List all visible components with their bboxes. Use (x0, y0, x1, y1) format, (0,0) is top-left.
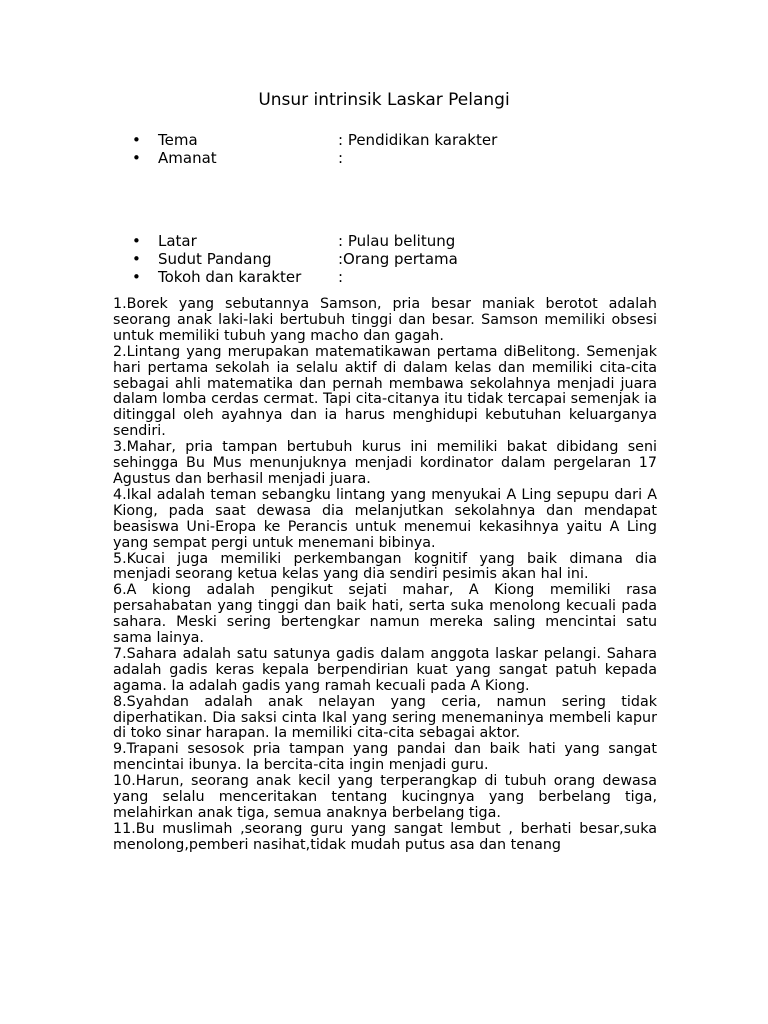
list-item-sudut-pandang (132, 250, 652, 268)
item-value: : (338, 149, 344, 167)
item-label: Amanat (158, 149, 217, 167)
character-paragraph-borek: 1.Borek yang sebutannya Samson, pria besar maniak berotot adalah seorang anak laki-laki bertubuh tinggi dan besar. Samson memiliki obsesi untuk memiliki tubuh yang macho dan gagah. (113, 296, 657, 344)
character-paragraph-harun: 10.Harun, seorang anak kecil yang terperangkap di tubuh orang dewasa yang selalu menceritakan tentang kucingnya yang berbelang tiga, melahirkan anak tiga, semua anaknya berbelang tiga. (113, 773, 657, 821)
intrinsic-elements-list-bottom (132, 232, 652, 286)
list-item-tokoh-dan-karakter (132, 268, 652, 286)
list-item-amanat (132, 149, 652, 167)
character-paragraph-mahar: 3.Mahar, pria tampan bertubuh kurus ini memiliki bakat dibidang seni sehingga Bu Mus menunjuknya menjadi kordinator dalam pergelaran 17 Agustus dan berhasil menjadi juara. (113, 439, 657, 487)
item-label: Sudut Pandang (158, 250, 272, 268)
document-title: Unsur intrinsik Laskar Pelangi (258, 90, 510, 110)
character-paragraph-trapani: 9.Trapani sesosok pria tampan yang pandai dan baik hati yang sangat mencintai ibunya. Ia bercita-cita ingin menjadi guru. (113, 741, 657, 774)
bullet-icon: • (132, 250, 141, 268)
bullet-icon: • (132, 268, 141, 286)
character-paragraph-kucai: 5.Kucai juga memiliki perkembangan kognitif yang baik dimana dia menjadi seorang ketua kelas yang dia sendiri pesimis akan hal ini. (113, 550, 657, 583)
bullet-icon: • (132, 232, 141, 250)
character-paragraph-sahara: 7.Sahara adalah satu satunya gadis dalam anggota laskar pelangi. Sahara adalah gadis keras kepala berpendirian kuat yang sangat patuh kepada agama. Ia adalah gadis yang ramah kecuali pada A Kiong. (113, 645, 657, 694)
bullet-icon: • (132, 149, 141, 167)
character-descriptions (113, 297, 657, 854)
item-value: : (338, 268, 344, 286)
list-item-latar (132, 232, 652, 250)
item-value: : Pulau belitung (338, 232, 456, 250)
item-label: Latar (158, 232, 197, 250)
character-paragraph-syahdan: 8.Syahdan adalah anak nelayan yang ceria, namun sering tidak diperhatikan. Dia saksi cinta Ikal yang sering menemaninya membeli kapur di toko sinar harapan. Ia memiliki cita-cita sebagai aktor. (113, 693, 657, 742)
item-value: : Pendidikan karakter (338, 131, 498, 149)
item-label: Tema (158, 131, 198, 149)
character-paragraph-lintang: 2.Lintang yang merupakan matematikawan pertama diBelitong. Semenjak hari pertama sekolah ia selalu aktif di dalam kelas dan memiliki cita-cita sebagai ahli matematika dan pernah membawa sekolahnya menjadi juara dalam lomba cerdas cermat. Tapi cita-citanya itu tidak tercapai semenjak ia ditinggal oleh ayahnya dan ia harus menghidupi kebutuhan keluarganya sendiri. (113, 343, 657, 440)
item-value: :Orang pertama (338, 250, 458, 268)
character-paragraph-ikal: 4.Ikal adalah teman sebangku lintang yang menyukai A Ling sepupu dari A Kiong, pada saat dewasa dia melanjutkan sekolahnya dan mendapat beasiswa Uni-Eropa ke Perancis untuk menemui kekasihnya yaitu A Ling yang sempat pergi untuk menemani bibinya. (113, 486, 657, 551)
item-label: Tokoh dan karakter (158, 268, 302, 286)
intrinsic-elements-list-top (132, 131, 652, 167)
character-paragraph-bu-muslimah: 11.Bu muslimah ,seorang guru yang sangat lembut , berhati besar,suka menolong,pemberi nasihat,tidak mudah putus asa dan tenang (113, 820, 657, 853)
list-item-tema (132, 131, 652, 149)
character-paragraph-a-kiong: 6.A kiong adalah pengikut sejati mahar, A Kiong memiliki rasa persahabatan yang tinggi dan baik hati, serta suka menolong kecuali pada sahara. Meski sering bertengkar namun mereka saling mencintai satu sama lainya. (113, 582, 657, 647)
bullet-icon: • (132, 131, 141, 149)
